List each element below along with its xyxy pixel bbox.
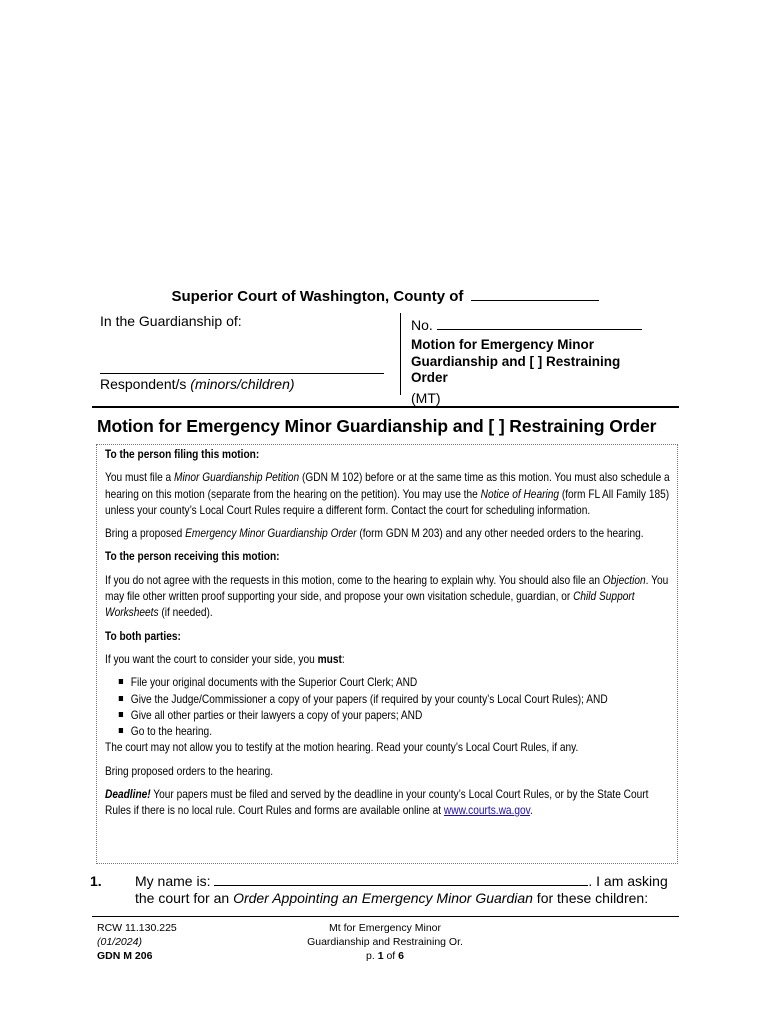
receiver-p-d: Child Support Worksheets — [105, 589, 635, 620]
page-total: 6 — [398, 950, 404, 962]
footer-form-id-text: GDN M 206 — [97, 950, 153, 962]
filer-p2-c: (form GDN M 203) and any other needed orders to the hearing. — [356, 526, 644, 541]
item-1-text-a: My name is: — [135, 873, 215, 889]
item-1-text — [135, 873, 680, 907]
caption-form-code: (MT) — [411, 390, 441, 406]
footer-page-number — [0, 949, 770, 963]
court-title — [0, 286, 770, 305]
case-number-blank[interactable] — [437, 316, 642, 330]
respondent-label — [100, 376, 295, 392]
respondent-label-italic: (minors/children) — [190, 376, 295, 392]
page-of: of — [383, 950, 399, 962]
instructions-content — [105, 446, 670, 826]
filer-p2-a: Bring a proposed — [105, 526, 186, 541]
name-blank[interactable] — [214, 873, 588, 886]
main-title: Motion for Emergency Minor Guardianship and [ ] Restraining Order — [97, 416, 657, 436]
case-number-label: No. — [411, 317, 433, 333]
both-intro-a: If you want the court to consider your side, you — [105, 651, 318, 666]
receiver-p-e: (if needed). — [158, 605, 213, 620]
bring-orders-note: Bring proposed orders to the hearing. — [105, 763, 274, 778]
footer-center — [0, 921, 770, 963]
respondent-name-line[interactable] — [100, 373, 384, 374]
title-divider — [92, 406, 679, 408]
list-item: Give all other parties or their lawyers a copy of your papers; AND — [119, 707, 670, 723]
filer-p2-b: Emergency Minor Guardianship Order — [185, 526, 357, 541]
footer-date-text: (01/2024) — [97, 936, 142, 948]
both-intro-c: : — [341, 651, 345, 666]
list-item: Go to the hearing. — [119, 723, 670, 739]
footer-center-line-2: Guardianship and Restraining Or. — [307, 936, 463, 948]
page-prefix: p. — [366, 950, 378, 962]
deadline-label: Deadline! — [105, 787, 151, 802]
deadline-end: . — [530, 803, 533, 818]
filer-heading: To the person filing this motion: — [105, 447, 260, 461]
receiver-p-a: If you do not agree with the requests in this motion, come to the hearing to explain why. You should also file an — [105, 572, 603, 587]
footer-rcw: RCW 11.130.225 — [97, 922, 177, 934]
item-1-text-c: Order Appointing an Emergency Minor Guardian — [233, 890, 533, 906]
filer-p1-a: You must file a — [105, 470, 175, 485]
footer-divider — [92, 916, 679, 917]
caption-divider — [400, 313, 401, 395]
list-item: Give the Judge/Commissioner a copy of your papers (if required by your county’s Local Court Rules); AND — [119, 691, 670, 707]
receiver-p-c: . You may file other written proof supporting your side, and propose your own visitation schedule, guardian, or — [105, 572, 669, 604]
filer-p1-c: (GDN M 102) before or at the same time as this motion. You must also schedule a hearing on this motion (separate from the hearing on the petition). You may use the — [105, 470, 670, 501]
page-num: 1 — [377, 950, 384, 962]
requirements-list — [105, 674, 670, 739]
filer-p1-b: Minor Guardianship Petition — [174, 470, 300, 485]
filer-paragraph-1 — [105, 469, 670, 518]
list-item: File your original documents with the Superior Court Clerk; AND — [119, 674, 670, 690]
receiver-paragraph — [105, 572, 670, 621]
caption-form-title: Motion for Emergency Minor Guardianship and [ ] Restraining Order — [411, 337, 621, 385]
county-blank[interactable] — [471, 286, 599, 301]
testify-note: The court may not allow you to testify at the motion hearing. Read your county’s Local Court Rules, if any. — [105, 740, 579, 755]
court-title-text: Superior Court of Washington, County of — [171, 288, 464, 305]
courts-link[interactable]: www.courts.wa.gov — [443, 803, 531, 818]
footer-center-line-1: Mt for Emergency Minor — [328, 922, 442, 934]
both-intro-b: must — [317, 651, 342, 666]
filer-paragraph-2 — [105, 525, 670, 541]
both-heading: To both parties: — [105, 628, 181, 643]
item-1-text-d: for these children: — [532, 890, 649, 906]
filer-p1-e: (form FL All Family 185) unless your county’s Local Court Rules require a different form. Contact the court for scheduling information. — [105, 486, 670, 517]
deadline-paragraph — [105, 786, 670, 819]
receiver-p-b: Objection — [602, 572, 646, 587]
item-1-text-b: . I am asking the court for an — [135, 873, 668, 906]
receiver-heading: To the person receiving this motion: — [105, 549, 280, 564]
filer-p1-d: Notice of Hearing — [480, 486, 560, 501]
item-1-number: 1. — [90, 873, 102, 889]
both-intro — [105, 651, 670, 667]
respondent-label-text: Respondent/s — [100, 376, 187, 392]
case-number — [411, 316, 642, 333]
guardianship-label: In the Guardianship of: — [100, 313, 242, 329]
deadline-text: Your papers must be filed and served by the deadline in your county’s Local Court Rules, or by the State Court Rules if there is no local rule. Court Rules and forms are available online at — [105, 787, 649, 818]
